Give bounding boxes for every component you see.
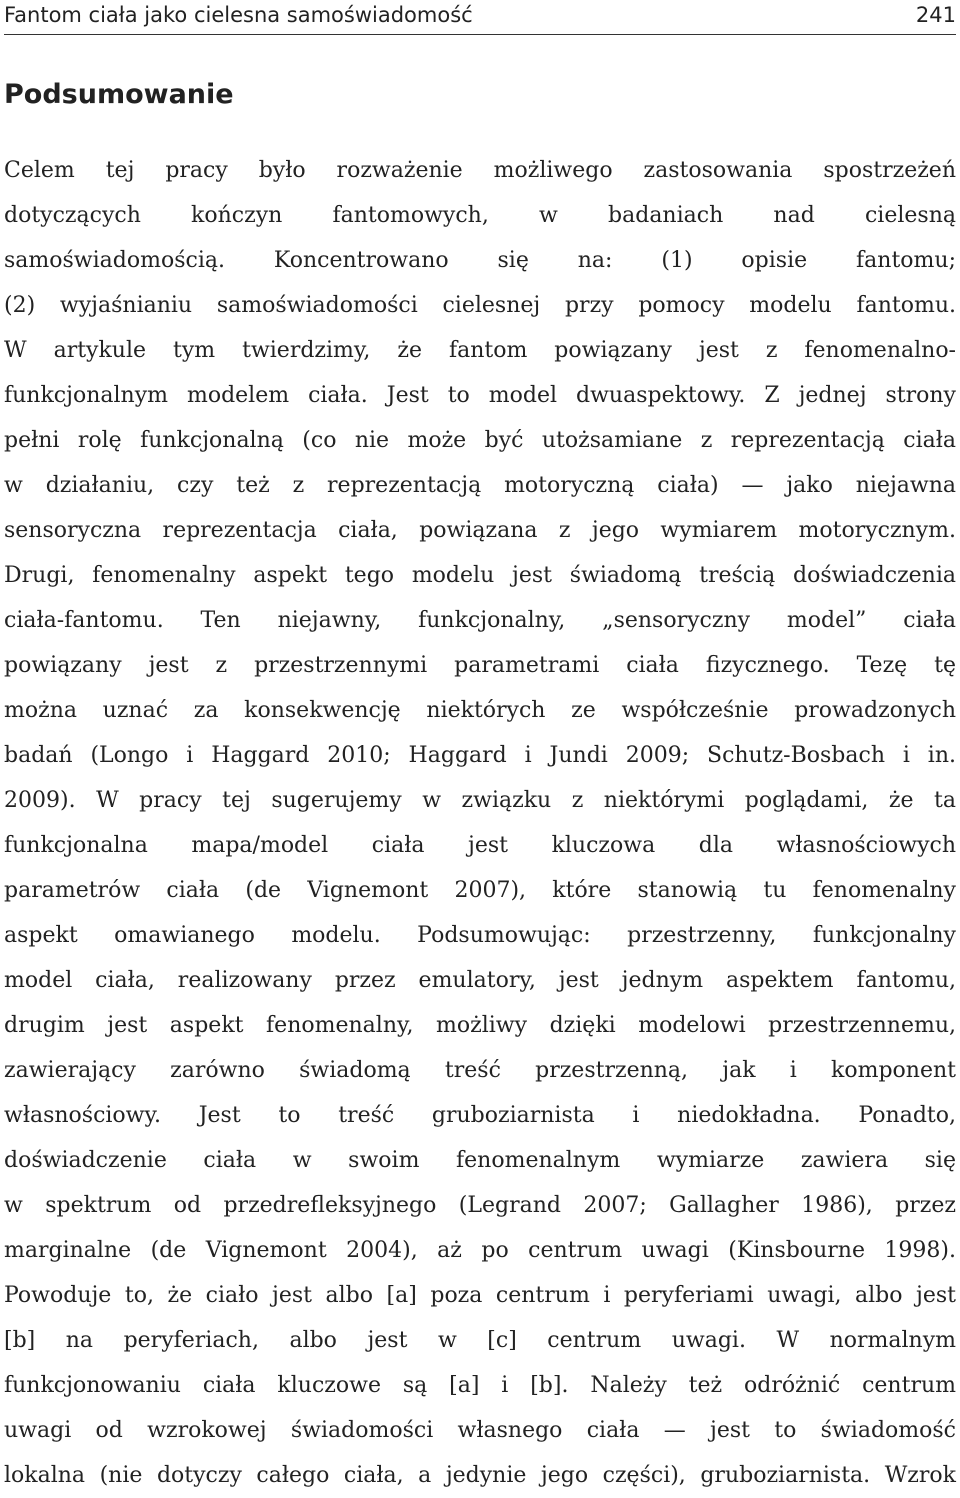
body-line: Powoduje to, że ciało jest albo [a] poza centrum i peryferiami uwagi, albo jest: [4, 1283, 956, 1308]
body-line: można uznać za konsekwencję niektórych ze współcześnie prowadzonych: [4, 698, 956, 723]
section-heading: Podsumowanie: [4, 79, 234, 110]
body-line: dotyczących kończyn fantomowych, w badaniach nad cielesną: [4, 203, 956, 228]
body-line: powiązany jest z przestrzennymi parametrami ciała fizycznego. Tezę tę: [4, 653, 956, 678]
body-line: sensoryczna reprezentacja ciała, powiązana z jego wymiarem motorycznym.: [4, 518, 956, 543]
running-header: [4, 0, 956, 35]
body-line: Drugi, fenomenalny aspekt tego modelu jest świadomą treścią doświadczenia: [4, 563, 956, 588]
body-line: (2) wyjaśnianiu samoświadomości cielesnej przy pomocy modelu fantomu.: [4, 293, 956, 318]
body-line: 2009). W pracy tej sugerujemy w związku z niektórymi poglądami, że ta: [4, 788, 956, 813]
body-line: parametrów ciała (de Vignemont 2007), które stanowią tu fenomenalny: [4, 878, 956, 903]
body-line: własnościowy. Jest to treść gruboziarnista i niedokładna. Ponadto,: [4, 1103, 956, 1128]
body-line: pełni rolę funkcjonalną (co nie może być utożsamiane z reprezentacją ciała: [4, 428, 956, 453]
running-title: Fantom ciała jako cielesna samoświadomość: [4, 3, 473, 27]
body-line: funkcjonalnym modelem ciała. Jest to model dwuaspektowy. Z jednej strony: [4, 383, 956, 408]
body-line: w działaniu, czy też z reprezentacją motoryczną ciała) — jako niejawna: [4, 473, 956, 498]
body-line: lokalna (nie dotyczy całego ciała, a jedynie jego części), gruboziarnista. Wzrok: [4, 1463, 956, 1488]
body-line: funkcjonalna mapa/model ciała jest kluczowa dla własnościowych: [4, 833, 956, 858]
body-line: Celem tej pracy było rozważenie możliwego zastosowania spostrzeżeń: [4, 158, 956, 183]
body-paragraph: [4, 148, 956, 1498]
body-line: aspekt omawianego modelu. Podsumowując: przestrzenny, funkcjonalny: [4, 923, 956, 948]
body-line: badań (Longo i Haggard 2010; Haggard i Jundi 2009; Schutz-Bosbach i in.: [4, 743, 956, 768]
body-line: samoświadomością. Koncentrowano się na: (1) opisie fantomu;: [4, 248, 956, 273]
body-line: [b] na peryferiach, albo jest w [c] centrum uwagi. W normalnym: [4, 1328, 956, 1353]
body-line: ciała-fantomu. Ten niejawny, funkcjonalny, „sensoryczny model” ciała: [4, 608, 956, 633]
body-line: drugim jest aspekt fenomenalny, możliwy dzięki modelowi przestrzennemu,: [4, 1013, 956, 1038]
page-number: 241: [915, 3, 956, 27]
body-line: model ciała, realizowany przez emulatory, jest jednym aspektem fantomu,: [4, 968, 956, 993]
body-line: W artykule tym twierdzimy, że fantom powiązany jest z fenomenalno-: [4, 338, 956, 363]
body-line: uwagi od wzrokowej świadomości własnego ciała — jest to świadomość: [4, 1418, 956, 1443]
body-line: marginalne (de Vignemont 2004), aż po centrum uwagi (Kinsbourne 1998).: [4, 1238, 956, 1263]
body-line: doświadczenie ciała w swoim fenomenalnym wymiarze zawiera się: [4, 1148, 956, 1173]
body-line: w spektrum od przedrefleksyjnego (Legrand 2007; Gallagher 1986), przez: [4, 1193, 956, 1218]
body-line: funkcjonowaniu ciała kluczowe są [a] i [b]. Należy też odróżnić centrum: [4, 1373, 956, 1398]
body-line: zawierający zarówno świadomą treść przestrzenną, jak i komponent: [4, 1058, 956, 1083]
